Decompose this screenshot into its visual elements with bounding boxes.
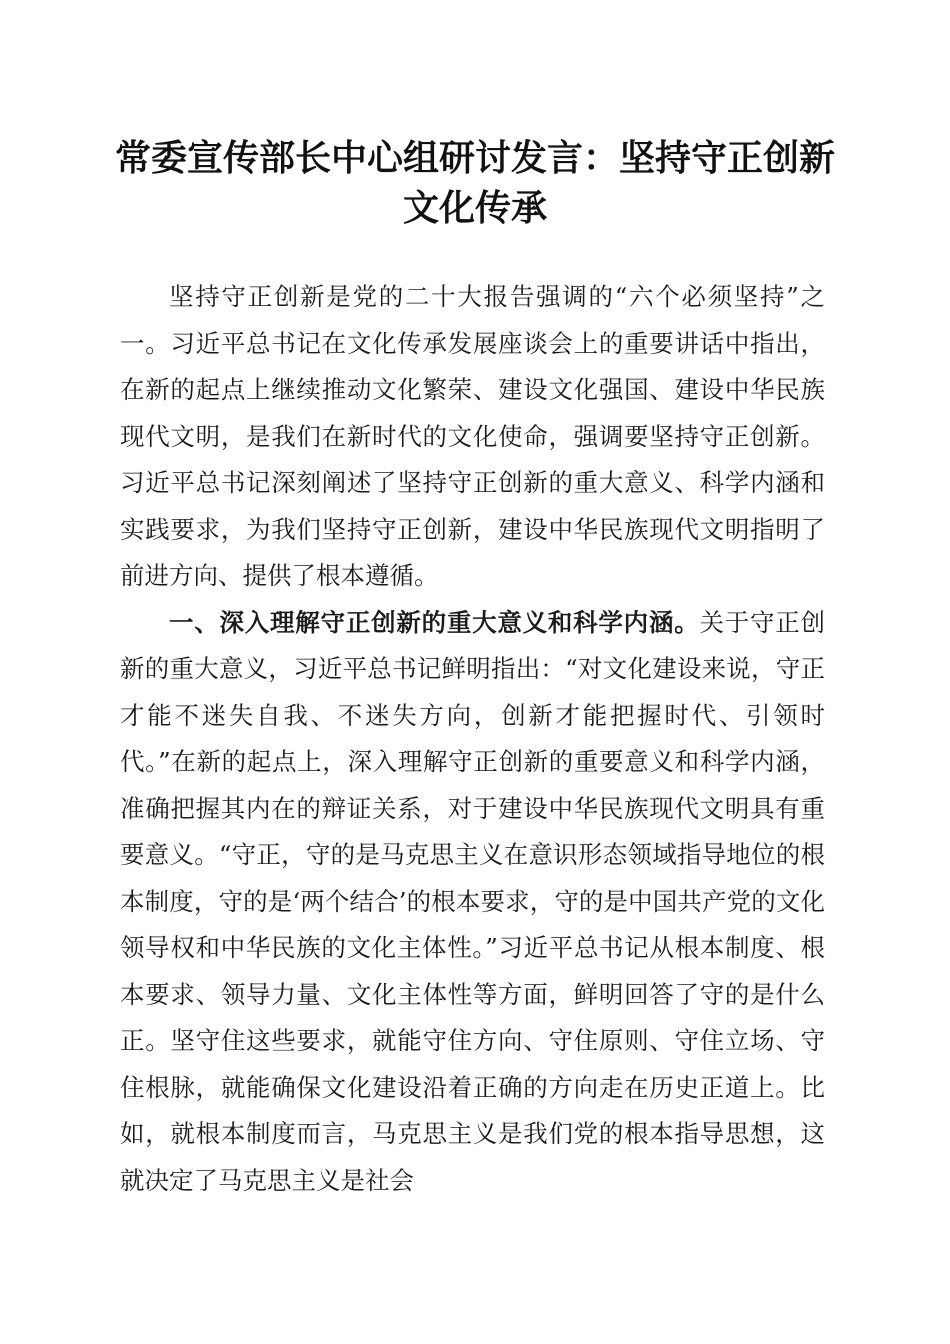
document-title bbox=[100, 133, 850, 233]
paragraph-text: 坚持守正创新是党的二十大报告强调的“六个必须坚持”之一。习近平总书记在文化传承发展座谈会上的重要讲话中指出，在新的起点上继续推动文化繁荣、建设文化强国、建设中华民族现代文明，是我们在新时代的文化使命，强调要坚持守正创新。习近平总书记深刻阐述了坚持守正创新的重大意义、科学内涵和实践要求，为我们坚持守正创新，建设中华民族现代文明指明了前进方向、提供了根本遵循。 bbox=[120, 282, 825, 590]
paragraph-text: 关于守正创新的重大意义，习近平总书记鲜明指出：“对文化建设来说，守正才能不迷失自我、不迷失方向，创新才能把握时代、引领时代。”在新的起点上，深入理解守正创新的重要意义和科学内涵，准确把握其内在的辩证关系，对于建设中华民族现代文明具有重要意义。“守正，守的是马克思主义在意识形态领域指导地位的根本制度，守的是‘两个结合’的根本要求，守的是中国共产党的文化领导权和中华民族的文化主体性。”习近平总书记从根本制度、根本要求、领导力量、文化主体性等方面，鲜明回答了守的是什么正。坚守住这些要求，就能守住方向、守住原则、守住立场、守住根脉，就能确保文化建设沿着正确的方向走在历史正道上。比如，就根本制度而言，马克思主义是我们党的根本指导思想，这就决定了马克思主义是社会 bbox=[120, 607, 826, 1195]
section-heading: 一、深入理解守正创新的重大意义和科学内涵。 bbox=[169, 607, 700, 637]
title-line-1: 常委宣传部长中心组研讨发言：坚持守正创新 bbox=[114, 137, 835, 179]
document-body bbox=[120, 274, 825, 1204]
paragraph-section-1 bbox=[120, 600, 825, 1205]
title-line-2: 文化传承 bbox=[402, 187, 547, 229]
paragraph-intro bbox=[120, 274, 825, 600]
